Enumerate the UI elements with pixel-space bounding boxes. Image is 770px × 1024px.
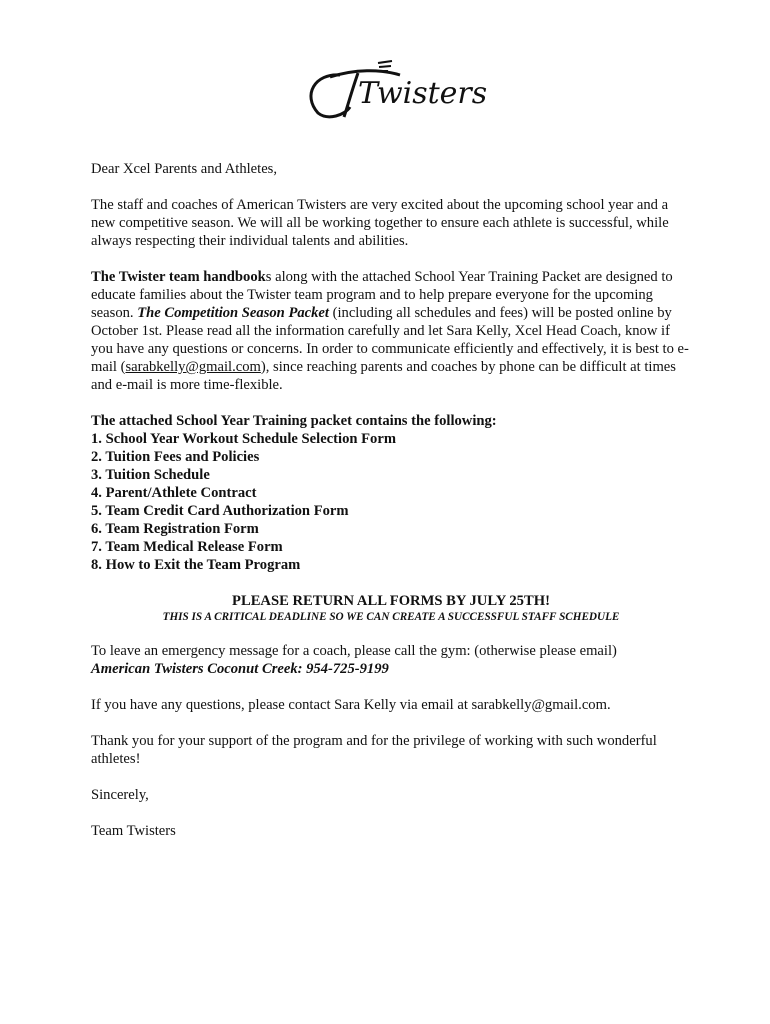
handbook-s: s — [265, 269, 272, 285]
closing: Sincerely, — [91, 787, 149, 803]
competition-packet-title: The Competition Season Packet — [137, 305, 329, 321]
twisters-logo-icon — [300, 55, 488, 125]
packet-heading: The attached School Year Training packet contains the following: — [91, 413, 497, 429]
handbook-paragraph — [91, 268, 691, 394]
list-item: 7. Team Medical Release Form — [91, 539, 283, 555]
letter-body — [91, 160, 691, 840]
salutation: Dear Xcel Parents and Athletes, — [91, 161, 278, 177]
handbook-text-a: along with the attached School Year Training Packet are designed to educate families about the Twister team program and to help prepare everyone for the upcoming season. — [91, 269, 673, 321]
list-item: 6. Team Registration Form — [91, 521, 259, 537]
questions-text: If you have any questions, please contact Sara Kelly via email at sarabkelly@gmail.com. — [91, 697, 611, 713]
signature: Team Twisters — [91, 823, 176, 839]
list-item: 2. Tuition Fees and Policies — [91, 449, 260, 465]
handbook-text-c: ), since reaching parents and coaches by phone can be difficult at times and e-mail is more time-flexible. — [91, 359, 676, 393]
emergency-text: To leave an emergency message for a coach, please call the gym: (otherwise please email) — [91, 643, 617, 659]
list-item: 1. School Year Workout Schedule Selection Form — [91, 431, 396, 447]
emergency-gym-phone: American Twisters Coconut Creek: 954-725-9199 — [91, 661, 389, 677]
list-item: 3. Tuition Schedule — [91, 467, 210, 483]
email-link[interactable]: sarabkelly@gmail.com — [125, 359, 261, 375]
packet-list — [91, 430, 691, 574]
twisters-logo — [300, 55, 488, 125]
handbook-text-b: (including all schedules and fees) will be posted online by October 1st. Please read all the information carefully and let Sara Kelly, Xcel Head Coach, know if you have any questions or concerns. In order to communicate efficiently and effectively, it is best to e-mail ( — [91, 305, 689, 375]
list-item: 8. How to Exit the Team Program — [91, 557, 301, 573]
deadline-title: PLEASE RETURN ALL FORMS BY JULY 25TH! — [232, 593, 550, 609]
thanks-text: Thank you for your support of the program and for the privilege of working with such wonderful athletes! — [91, 733, 657, 767]
logo-wordmark: Twisters — [358, 76, 488, 111]
list-item: 5. Team Credit Card Authorization Form — [91, 503, 349, 519]
list-item: 4. Parent/Athlete Contract — [91, 485, 257, 501]
deadline-note: THIS IS A CRITICAL DEADLINE SO WE CAN CREATE A SUCCESSFUL STAFF SCHEDULE — [162, 611, 620, 623]
intro-paragraph: The staff and coaches of American Twisters are very excited about the upcoming school year and a new competitive season. We will all be working together to ensure each athlete is successful, while always respecting their individual talents and abilities. — [91, 197, 669, 249]
handbook-bold-lead: The Twister team handbook — [91, 269, 266, 285]
